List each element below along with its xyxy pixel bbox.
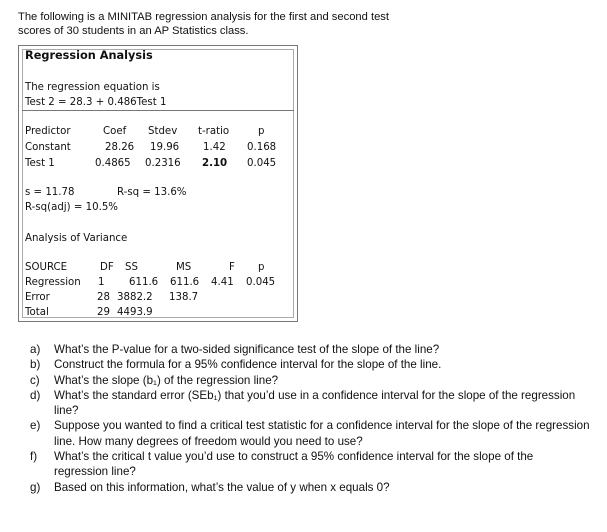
coef-row-label: Test 1 bbox=[25, 158, 55, 169]
anova-cell: 4493.9 bbox=[117, 307, 153, 318]
intro-paragraph bbox=[18, 10, 578, 38]
equation-caption: The regression equation is bbox=[25, 82, 160, 93]
coef-header-tratio: t-ratio bbox=[198, 126, 230, 137]
question-text: Construct the formula for a 95% confidence interval for the slope of the line. bbox=[54, 358, 442, 372]
fit-stat-rsq-adj: R-sq(adj) = 10.5% bbox=[25, 202, 118, 213]
anova-cell: 29 bbox=[97, 307, 110, 318]
fit-stat-s: s = 11.78 bbox=[25, 187, 75, 198]
coef-header-p: p bbox=[258, 126, 265, 137]
question-letter: b) bbox=[30, 358, 41, 372]
question-text: Based on this information, what’s the value of y when x equals 0? bbox=[54, 480, 390, 494]
coef-cell: 0.4865 bbox=[95, 158, 131, 169]
question-list bbox=[30, 342, 590, 495]
list-item bbox=[30, 342, 590, 357]
coef-header-predictor: Predictor bbox=[25, 126, 71, 137]
anova-cell: 138.7 bbox=[169, 292, 199, 303]
list-item bbox=[30, 373, 590, 388]
anova-cell: 28 bbox=[97, 292, 110, 303]
coef-header-coef: Coef bbox=[103, 126, 127, 137]
anova-header-p: p bbox=[258, 262, 265, 273]
question-letter: d) bbox=[30, 388, 41, 402]
coef-cell: 0.168 bbox=[247, 142, 277, 153]
anova-cell: 611.6 bbox=[170, 277, 200, 288]
title-divider bbox=[22, 110, 294, 111]
minitab-output-box bbox=[18, 45, 298, 322]
anova-header-f: F bbox=[229, 262, 235, 273]
fit-stat-rsq: R-sq = 13.6% bbox=[117, 187, 187, 198]
coef-cell: 19.96 bbox=[150, 142, 180, 153]
anova-header-ss: SS bbox=[125, 262, 138, 273]
list-item bbox=[30, 357, 590, 372]
coef-cell: 28.26 bbox=[105, 142, 135, 153]
intro-line-1: The following is a MINITAB regression analysis for the first and second test bbox=[18, 11, 390, 23]
question-letter: g) bbox=[30, 480, 41, 494]
coef-cell-tratio-bold: 2.10 bbox=[202, 158, 228, 169]
anova-cell: 611.6 bbox=[129, 277, 159, 288]
question-letter: e) bbox=[30, 419, 41, 433]
coef-cell: 0.045 bbox=[247, 158, 277, 169]
anova-cell: 1 bbox=[98, 277, 105, 288]
coef-cell: 0.2316 bbox=[145, 158, 181, 169]
list-item bbox=[30, 418, 590, 449]
anova-cell: 3882.2 bbox=[117, 292, 153, 303]
regression-equation: Test 2 = 28.3 + 0.486Test 1 bbox=[25, 97, 167, 108]
anova-caption: Analysis of Variance bbox=[25, 233, 128, 244]
list-item bbox=[30, 449, 590, 480]
question-letter: c) bbox=[30, 373, 40, 387]
anova-header-source: SOURCE bbox=[25, 262, 68, 273]
coef-header-stdev: Stdev bbox=[148, 126, 178, 137]
question-text: What’s the standard error (SEb₁) that you’d use in a confidence interval for the slope of the regression line? bbox=[54, 388, 576, 418]
anova-header-ms: MS bbox=[176, 262, 192, 273]
question-text: What’s the P-value for a two-sided significance test of the slope of the line? bbox=[54, 343, 440, 356]
anova-row-label: Total bbox=[25, 307, 49, 318]
anova-cell: 0.045 bbox=[246, 277, 276, 288]
coef-cell: 1.42 bbox=[203, 142, 226, 153]
question-text: What’s the critical t value you’d use to construct a 95% confidence interval for the slope of the regression line? bbox=[54, 450, 534, 479]
anova-cell: 4.41 bbox=[211, 277, 234, 288]
question-letter: f) bbox=[30, 450, 38, 464]
output-title: Regression Analysis bbox=[25, 49, 153, 62]
intro-line-2: scores of 30 students in an AP Statistics class. bbox=[18, 25, 249, 37]
list-item bbox=[30, 388, 590, 419]
list-item bbox=[30, 480, 590, 495]
question-text: Suppose you wanted to find a critical test statistic for a confidence interval for the slope of the regression line. How many degrees of freedom would you need to use? bbox=[54, 419, 590, 448]
anova-row-label: Regression bbox=[25, 277, 81, 288]
question-letter: a) bbox=[30, 343, 41, 356]
coef-row-label: Constant bbox=[25, 142, 71, 153]
question-text: What’s the slope (b₁) of the regression line? bbox=[54, 373, 279, 387]
anova-row-label: Error bbox=[25, 292, 50, 303]
anova-header-df: DF bbox=[100, 262, 114, 273]
